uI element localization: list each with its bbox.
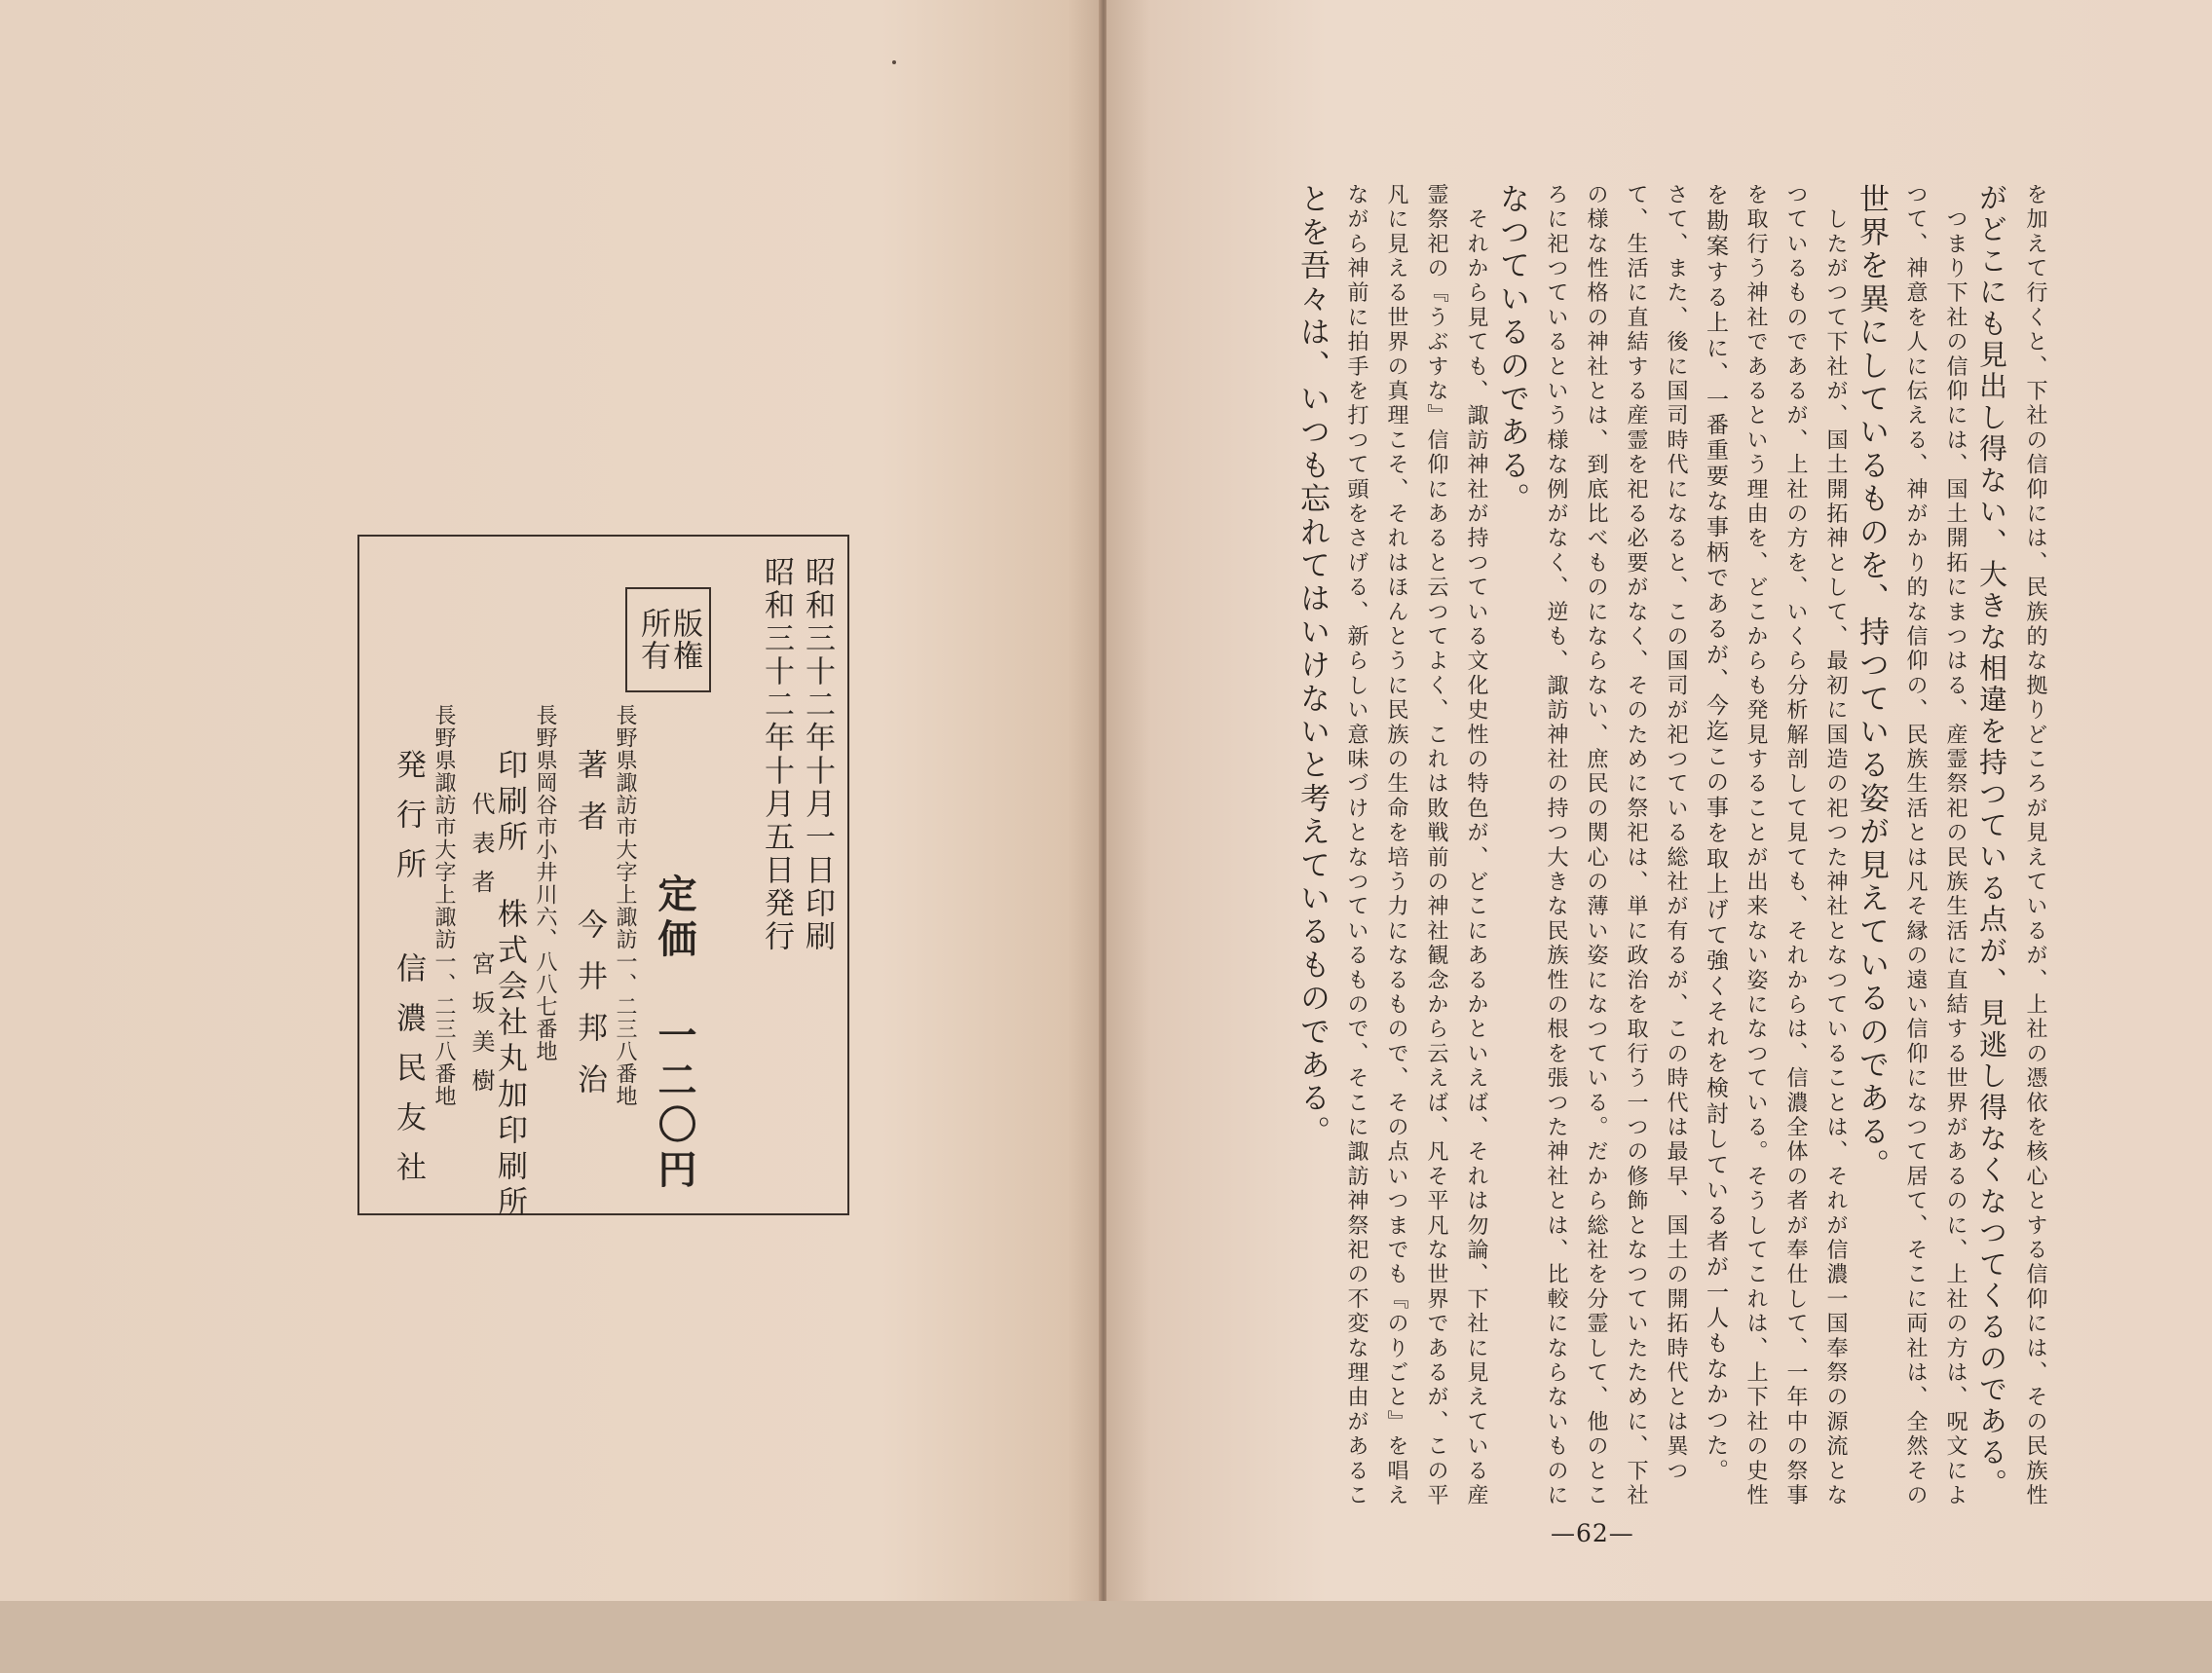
copyright-seal-line1: 版権 <box>667 608 702 672</box>
printer: 印刷所 株式会社丸加印刷所 <box>492 749 527 1222</box>
author: 著者 今井邦治 <box>572 749 607 1115</box>
text-line: なつているのである。 <box>1494 183 1529 516</box>
print-date: 昭和三十二年十月一日印刷 <box>800 556 835 953</box>
text-line: を加えて行くと、下社の信仰には、民族的な拠りどころが見えているが、上社の憑依を核心とする信仰には、その民族性 <box>2023 183 2047 1508</box>
colophon-box <box>357 535 849 1222</box>
price: 定価 一二〇円 <box>652 874 697 1194</box>
text-line: したがつて下社が、国土開拓神として、最初に国造の祀つた神社となつていることは、それが信濃一国奉祭の源流とな <box>1823 183 1848 1508</box>
publisher: 発行所 信濃民友社 <box>391 749 426 1201</box>
body-text <box>1295 183 2045 1673</box>
paper-speck <box>892 60 896 64</box>
text-line: つているものであるが、上社の方を、いくら分析解剖して見ても、それからは、信濃全体の者が奉仕して、一年中の祭事 <box>1783 183 1808 1508</box>
text-line: とを吾々は、いつも忘れてはいけないと考えているものである。 <box>1294 183 1330 1149</box>
text-line: 霊祭祀の『うぶすな』信仰にあると云つてよく、これは敗戦前の神社観念から云えば、凡そ平凡な世界であるが、この平 <box>1424 183 1448 1508</box>
publisher-address: 長野県諏訪市大字上諏訪一、二三八番地 <box>431 704 456 1107</box>
copyright-seal-line2: 所有 <box>635 608 670 672</box>
text-line: の様な性格の神社とは、到底比べものにならない、庶民の関心の薄い姿になつている。だから総社を分霊して、他のとこ <box>1584 183 1608 1508</box>
representative: 代表者 宮坂美樹 <box>468 792 495 1107</box>
text-line: 世界を異にしているものを、持つている姿が見えているのである。 <box>1854 183 1889 1182</box>
page-number: —62— <box>1551 1519 1634 1547</box>
text-line: 凡に見える世界の真理こそ、それはほんとうに民族の生命を培う力になるもので、その点いつまでも『のりごと』を唱え <box>1384 183 1408 1508</box>
text-line: つまり下社の信仰には、国土開拓にまつはる、産霊祭祀の民族生活に直結する世界があるのに、上社の方は、呪文によ <box>1943 183 1968 1508</box>
text-line: て、生活に直結する産霊を祀る必要がなく、そのために祭祀は、単に政治を取行う一つの修飾となつていたために、下社 <box>1624 183 1648 1508</box>
text-line: さて、また、後に国司時代になると、この国司が祀つている総社が有るが、この時代は最早、国土の開拓時代とは異つ <box>1664 183 1688 1484</box>
text-line: つて、神意を人に伝える、神がかり的な信仰の、民族生活とは凡そ縁の遠い信仰になつて居て、そこに両社は、全然その <box>1903 183 1928 1508</box>
text-line: を勘案する上に、一番重要な事柄であるが、今迄この事を取上げて強くそれを検討している者が一人もなかつた。 <box>1703 183 1728 1485</box>
copyright-seal <box>625 587 711 692</box>
text-line: を取行う神社であるという理由を、どこからも発見することが出来ない姿になつている。そうしてこれは、上下社の史性 <box>1743 183 1768 1508</box>
printer-address: 長野県岡谷市小井川六、八八七番地 <box>533 704 557 1062</box>
issue-date: 昭和三十二年十月五日発行 <box>759 556 794 953</box>
left-page <box>0 0 1101 1601</box>
author-address: 長野県諏訪市大字上諏訪一、二三八番地 <box>613 704 637 1107</box>
text-line: ながら神前に拍手を打つて頭をさげる、新らしい意味づけとなつているもので、そこに諏訪神祭祀の不変な理由があるこ <box>1344 183 1368 1508</box>
text-line: がどこにも見出し得ない、大きな相違を持つている点が、見逃し得なくなつてくるのである。 <box>1975 183 2008 1501</box>
text-line: それから見ても、諏訪神社が持つている文化史性の特色が、どこにあるかといえば、それは勿論、下社に見えている産 <box>1464 183 1488 1508</box>
text-line: ろに祀つているという様な例がなく、逆も、諏訪神社の持つ大きな民族性の根を張つた神社とは、比較にならないものに <box>1544 183 1568 1508</box>
